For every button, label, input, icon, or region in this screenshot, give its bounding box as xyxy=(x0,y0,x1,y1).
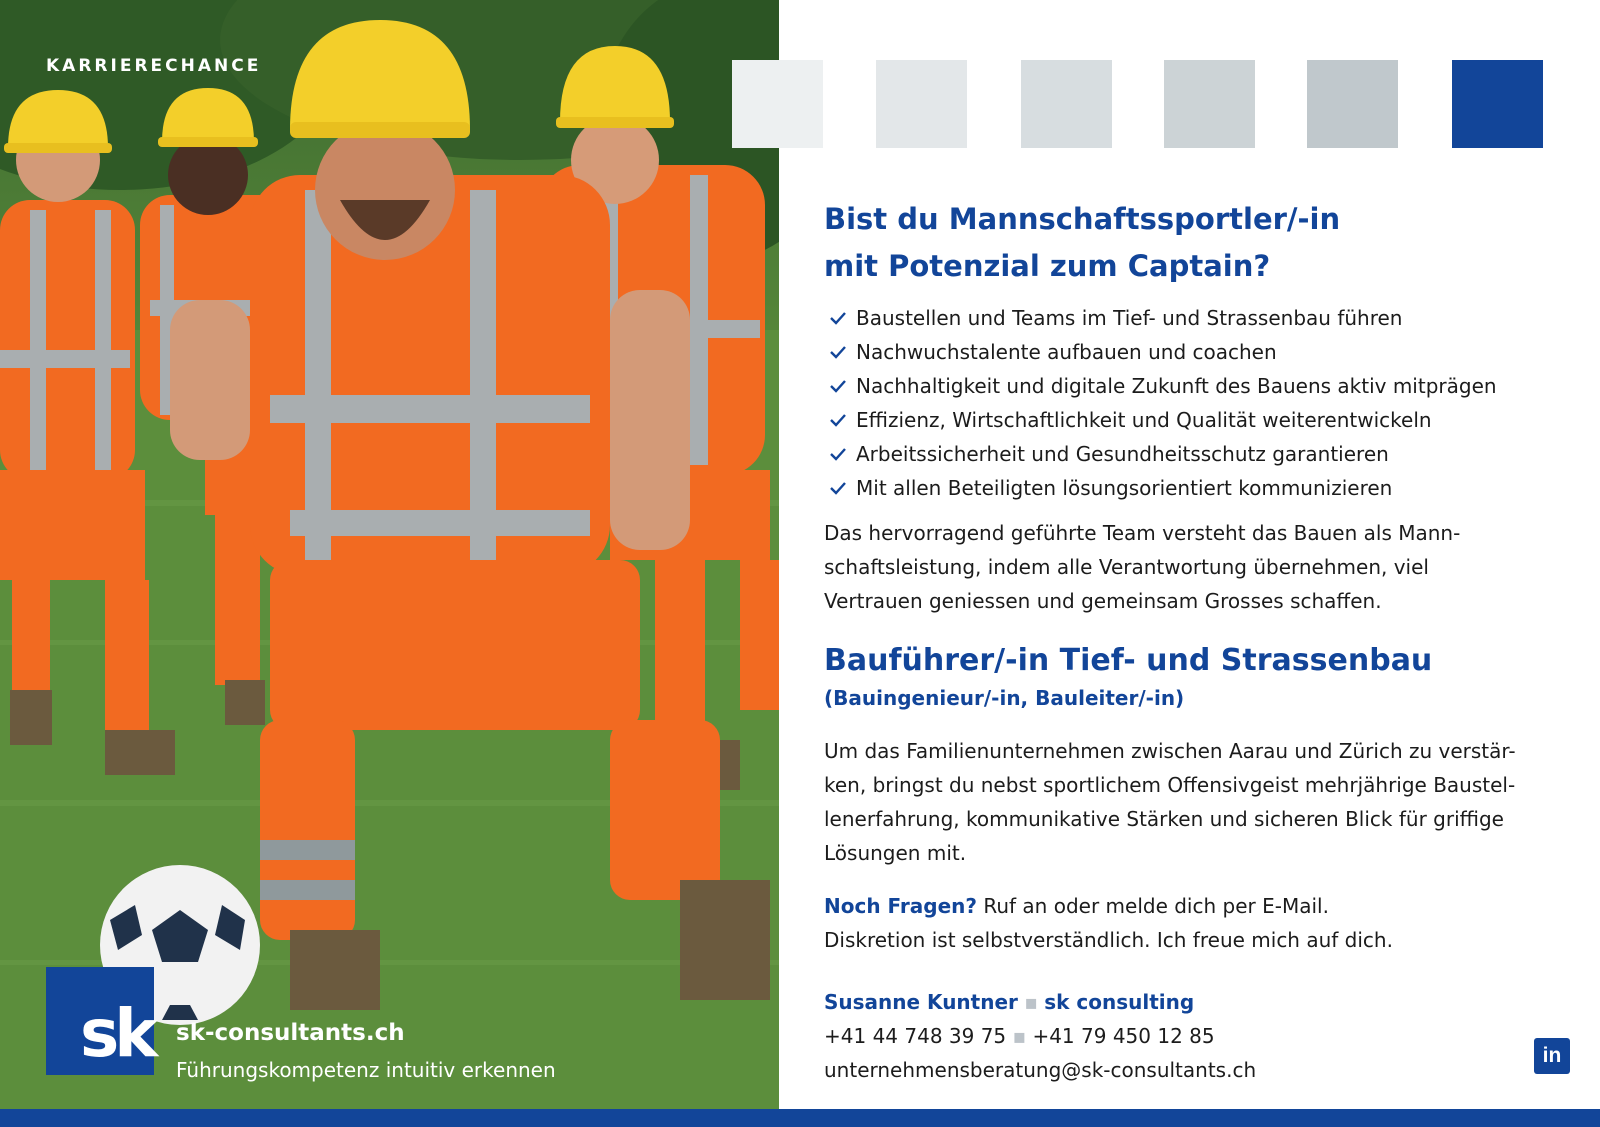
check-icon xyxy=(829,446,847,462)
football-construction-workers-illustration xyxy=(0,0,779,1109)
check-icon xyxy=(829,412,847,428)
decor-square-6 xyxy=(1452,60,1543,148)
questions-lead: Noch Fragen? xyxy=(824,894,977,918)
linkedin-icon[interactable]: in xyxy=(1534,1038,1570,1074)
bottom-bar xyxy=(0,1109,1600,1127)
check-icon xyxy=(829,378,847,394)
phone-office[interactable]: +41 44 748 39 75 xyxy=(824,1024,1007,1048)
job-title: Bauführer/-in Tief- und Strassenbau xyxy=(824,643,1433,678)
brand-tagline: Führungskompetenz intuitiv erkennen xyxy=(176,1058,556,1082)
profile-paragraph: Um das Familienunternehmen zwischen Aarau und Zürich zu verstär- ken, bringst du nebst sportlichem Offensivgeist mehrjährige Baustel- lenerfahrung, kommunikative Stärken und sicheren Blick für griffige Lösungen mit. xyxy=(824,739,1516,865)
decor-square-2 xyxy=(876,60,967,148)
phone-mobile[interactable]: +41 79 450 12 85 xyxy=(1032,1024,1215,1048)
headline-line-1: Bist du Mannschaftssportler/-in xyxy=(824,202,1341,236)
headline xyxy=(824,196,1340,290)
team-paragraph: Das hervorragend geführte Team versteht das Bauen als Mann- schaftsleistung, indem alle Verantwortung übernehmen, viel Vertrauen geniessen und gemeinsam Grosses schaffen. xyxy=(824,521,1461,613)
decor-square-3 xyxy=(1021,60,1112,148)
decor-square-4 xyxy=(1164,60,1255,148)
hero-photo xyxy=(0,0,779,1109)
questions-block: Noch Fragen? Ruf an oder melde dich per E-Mail. Diskretion ist selbstverständlich. Ich freue mich auf dich. xyxy=(824,894,1393,952)
contact-name: Susanne Kuntner xyxy=(824,990,1018,1014)
check-icon xyxy=(829,344,847,360)
decor-square-1 xyxy=(732,60,823,148)
sk-logo: sk xyxy=(46,967,154,1075)
website-link[interactable]: sk-consultants.ch xyxy=(176,1020,405,1046)
job-subtitle: (Bauingenieur/-in, Bauleiter/-in) xyxy=(824,686,1185,710)
contact-company: sk consulting xyxy=(1044,990,1195,1014)
check-icon xyxy=(829,310,847,326)
headline-line-2: mit Potenzial zum Captain? xyxy=(824,249,1271,283)
check-icon xyxy=(829,480,847,496)
contact-block: Susanne Kuntner ▪ sk consulting +41 44 748 39 75 ▪ +41 79 450 12 85 unternehmensberatung@sk-consultants.ch xyxy=(824,985,1256,1087)
career-opportunity-label: KARRIERECHANCE xyxy=(46,56,262,76)
decor-square-5 xyxy=(1307,60,1398,148)
email-link[interactable]: unternehmensberatung@sk-consultants.ch xyxy=(824,1058,1257,1082)
